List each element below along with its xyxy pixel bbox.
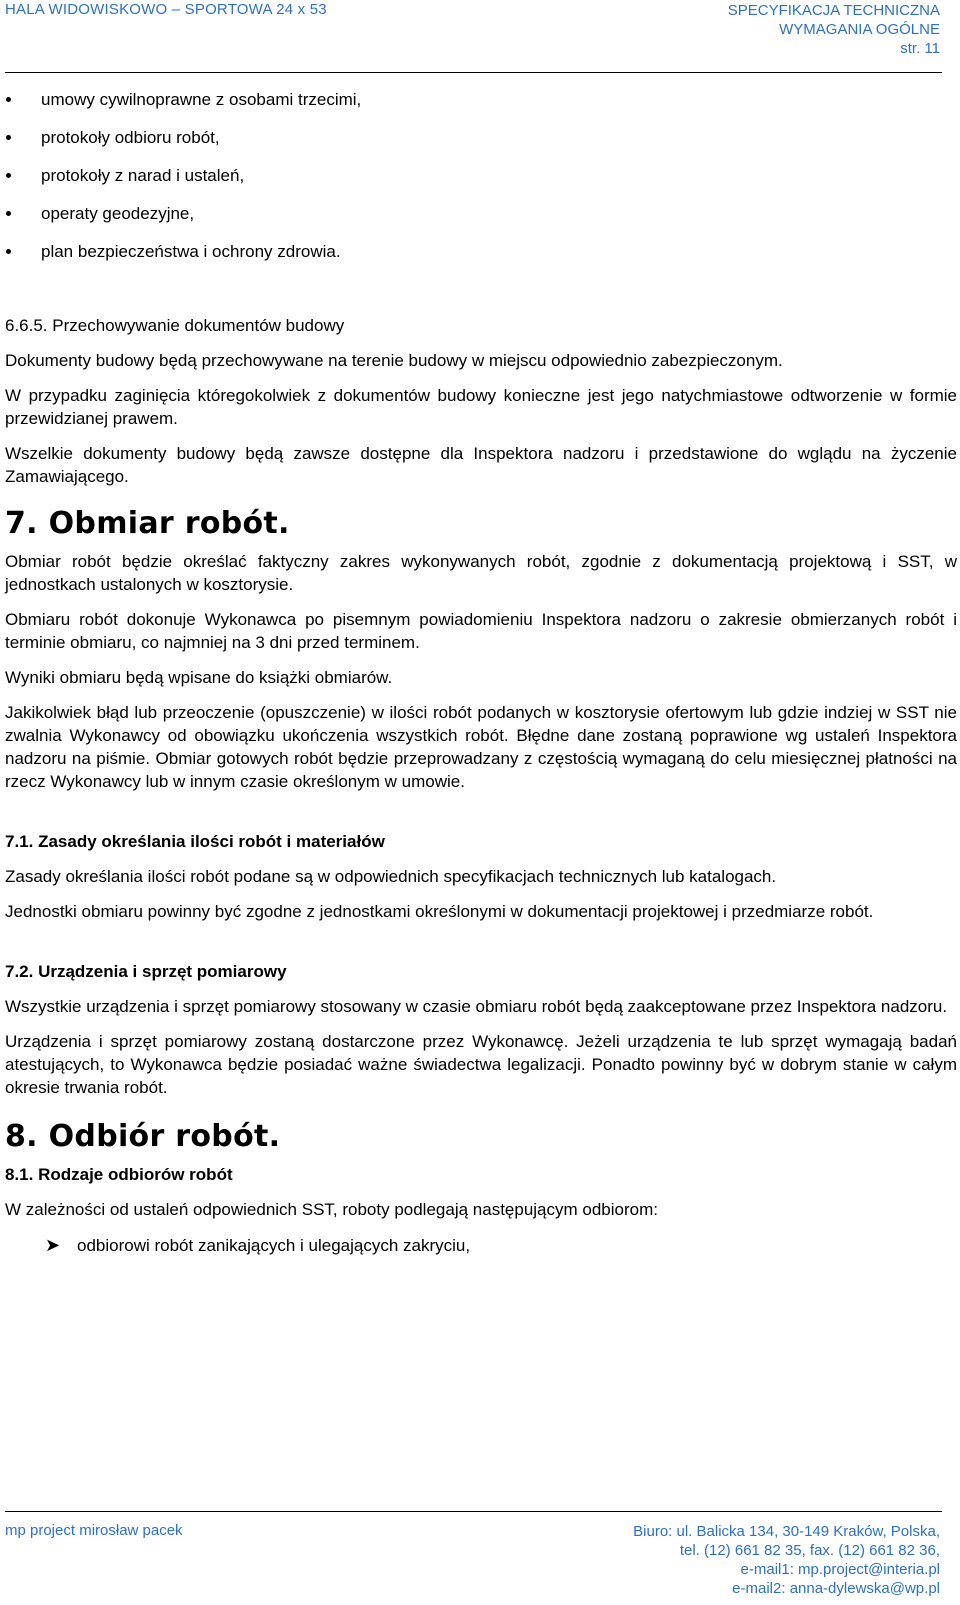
paragraph: Jakikolwiek błąd lub przeoczenie (opuszczenie) w ilości robót podanych w kosztorysie ofertowym lub gdzie indziej w SST nie zwalnia Wykonawcy od obowiązku ukończenia wszystkich robót. Błędne dane zostaną poprawione wg ustaleń Inspektora nadzoru na piśmie. Obmiar gotowych robót będzie przeprowadzany z częstością wymaganą do celu miesięcznej płatności na rzecz Wykonawcy lub w innym czasie określonym w umowie. (5, 703, 957, 791)
paragraph: Urządzenia i sprzęt pomiarowy zostaną dostarczone przez Wykonawcę. Jeżeli urządzenia te lub sprzęt wymagają badań atestujących, to Wykonawca będzie posiadać ważne świadectwa legalizacji. Ponadto powinny być w dobrym stanie w całym okresie trwania robót. (5, 1032, 957, 1097)
bullet-icon (6, 97, 11, 102)
paragraph: Jednostki obmiaru powinny być zgodne z jednostkami określonymi w dokumentacji projektowej i przedmiarze robót. (5, 902, 874, 921)
paragraph: Obmiaru robót dokonuje Wykonawca po pisemnym powiadomieniu Inspektora nadzoru o zakresie obmierzanych robót i terminie obmiaru, co najmniej na 3 dni przed terminem. (5, 610, 957, 652)
section-heading-7: 7. Obmiar robót. (5, 506, 290, 541)
bullet-icon (6, 249, 11, 254)
paragraph: Dokumenty budowy będą przechowywane na terenie budowy w miejscu odpowiednio zabezpieczonym. (5, 351, 783, 370)
page-header (5, 0, 942, 73)
bullet-icon (6, 211, 11, 216)
header-project-title: HALA WIDOWISKOWO – SPORTOWA 24 x 53 (5, 1, 327, 18)
footer-phone: tel. (12) 661 82 35, fax. (12) 661 82 36, (679, 1542, 940, 1559)
list-item: plan bezpieczeństwa i ochrony zdrowia. (5, 240, 957, 278)
paragraph: Obmiar robót będzie określać faktyczny zakres wykonywanych robót, zgodnie z dokumentacją projektową i SST, w jednostkach ustalonych w kosztorysie. (5, 552, 957, 594)
section-heading-7-1: 7.1. Zasady określania ilości robót i materiałów (5, 832, 385, 851)
header-spec-subtitle: WYMAGANIA OGÓLNE (779, 21, 940, 38)
section-heading-7-2: 7.2. Urządzenia i sprzęt pomiarowy (5, 962, 287, 981)
footer-address: Biuro: ul. Balicka 134, 30-149 Kraków, Polska, (633, 1523, 940, 1540)
list-item: protokoły z narad i ustaleń, (5, 164, 957, 202)
list-item: operaty geodezyjne, (5, 202, 957, 240)
header-spec-info (728, 1, 940, 58)
footer-contact (633, 1522, 940, 1598)
paragraph: Wszystkie urządzenia i sprzęt pomiarowy stosowany w czasie obmiaru robót będą zaakceptowane przez Inspektora nadzoru. (5, 997, 948, 1016)
section-heading-8: 8. Odbiór robót. (5, 1119, 281, 1154)
footer-email-1: e-mail1: mp.project@interia.pl (740, 1561, 940, 1578)
paragraph: W zależności od ustaleń odpowiednich SST, roboty podlegają następującym odbiorom: (5, 1200, 658, 1219)
footer-company: mp project mirosław pacek (5, 1522, 183, 1539)
document-list (5, 88, 957, 278)
arrow-bullet-icon: ➤ (45, 1235, 61, 1255)
paragraph: W przypadku zaginięcia któregokolwiek z dokumentów budowy konieczne jest jego natychmiastowe odtworzenie w formie przewidzianej prawem. (5, 386, 957, 428)
section-heading-8-1: 8.1. Rodzaje odbiorów robót (5, 1165, 233, 1184)
footer-email-2: e-mail2: anna-dylewska@wp.pl (732, 1580, 940, 1597)
page-footer (5, 1511, 942, 1597)
list-item: protokoły odbioru robót, (5, 126, 957, 164)
document-body (5, 88, 957, 1257)
bullet-icon (6, 173, 11, 178)
paragraph: Wszelkie dokumenty budowy będą zawsze dostępne dla Inspektora nadzoru i przedstawione do wglądu na życzenie Zamawiającego. (5, 444, 957, 486)
bullet-icon (6, 135, 11, 140)
arrow-list-item: ➤ odbiorowi robót zanikających i ulegających zakryciu, (45, 1235, 471, 1255)
list-item: umowy cywilnoprawne z osobami trzecimi, (5, 88, 957, 126)
paragraph: Wyniki obmiaru będą wpisane do książki obmiarów. (5, 668, 393, 687)
header-page-number: str. 11 (900, 40, 940, 57)
section-heading-6-6-5: 6.6.5. Przechowywanie dokumentów budowy (5, 316, 345, 335)
paragraph: Zasady określania ilości robót podane są w odpowiednich specyfikacjach technicznych lub katalogach. (5, 867, 777, 886)
header-spec-title: SPECYFIKACJA TECHNICZNA (727, 2, 940, 19)
